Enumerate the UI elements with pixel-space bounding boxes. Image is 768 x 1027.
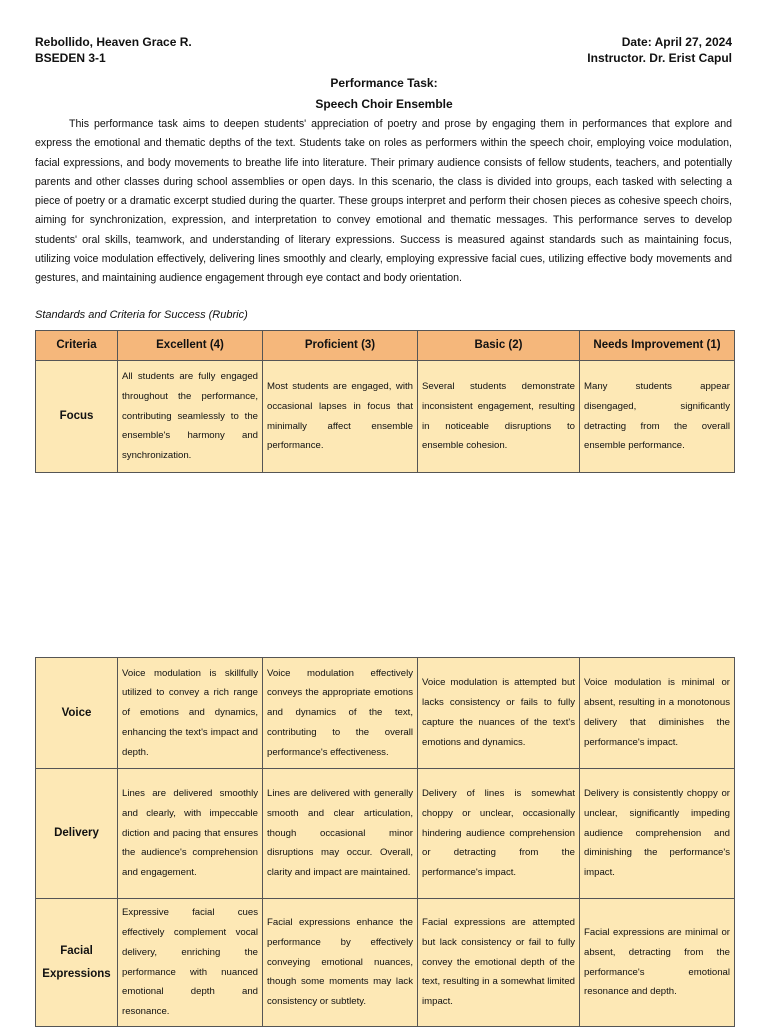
criteria-cell: Focus [36, 361, 118, 473]
proficient-cell: Voice modulation effectively conveys the appropriate emotions and dynamics of the text, contributing to the overall performance's effectiveness. [263, 658, 418, 769]
rubric-row-facial-expressions [36, 899, 735, 1027]
student-section: BSEDEN 3-1 [35, 51, 106, 65]
proficient-cell: Most students are engaged, with occasional lapses in focus that minimally affect ensemble performance. [263, 361, 418, 473]
excellent-cell: Voice modulation is skillfully utilized to convey a rich range of emotions and dynamics, enhancing the text's impact and depth. [118, 658, 263, 769]
criteria-cell: Voice [36, 658, 118, 769]
criteria-cell: Facial Expressions [36, 899, 118, 1027]
basic-cell: Delivery of lines is somewhat choppy or unclear, occasionally hindering audience comprehension or detracting from the performance's impact. [418, 769, 580, 899]
document-titles [0, 73, 768, 115]
header-proficient: Proficient (3) [263, 331, 418, 361]
header-basic: Basic (2) [418, 331, 580, 361]
needs-improvement-cell: Facial expressions are minimal or absent, detracting from the performance's emotional resonance and depth. [580, 899, 735, 1027]
document-header [35, 34, 732, 66]
excellent-cell: Expressive facial cues effectively complement vocal delivery, enriching the performance with nuanced emotional depth and resonance. [118, 899, 263, 1027]
student-info [35, 34, 192, 66]
needs-improvement-cell: Delivery is consistently choppy or unclear, significantly impeding audience comprehension and diminishing the performance's impact. [580, 769, 735, 899]
needs-improvement-cell: Many students appear disengaged, significantly detracting from the overall ensemble performance. [580, 361, 735, 473]
instructor-name: Instructor. Dr. Erist Capul [587, 51, 732, 65]
rubric-row-focus [36, 361, 735, 473]
rubric-header-row [36, 331, 735, 361]
page-title: Performance Task: [330, 76, 438, 90]
header-excellent: Excellent (4) [118, 331, 263, 361]
proficient-cell: Facial expressions enhance the performance by effectively conveying emotional nuances, though some moments may lack consistency or subtlety. [263, 899, 418, 1027]
basic-cell: Voice modulation is attempted but lacks consistency or fails to fully capture the nuances of the text's emotions and dynamics. [418, 658, 580, 769]
basic-cell: Facial expressions are attempted but lack consistency or fail to fully convey the emotional depth of the text, resulting in a somewhat limited impact. [418, 899, 580, 1027]
rubric-table-continued [35, 657, 735, 1027]
page-subtitle: Speech Choir Ensemble [315, 97, 453, 111]
rubric-caption: Standards and Criteria for Success (Rubric) [35, 309, 248, 321]
basic-cell: Several students demonstrate inconsistent engagement, resulting in noticeable disruptions to ensemble cohesion. [418, 361, 580, 473]
rubric-row-delivery [36, 769, 735, 899]
student-name: Rebollido, Heaven Grace R. [35, 35, 192, 49]
document-date: Date: April 27, 2024 [621, 35, 732, 49]
excellent-cell: Lines are delivered smoothly and clearly, with impeccable diction and pacing that ensures the audience's comprehension and engagement. [118, 769, 263, 899]
rubric-row-voice [36, 658, 735, 769]
course-info [587, 34, 732, 66]
proficient-cell: Lines are delivered with generally smooth and clear articulation, though occasional minor disruptions may occur. Overall, clarity and impact are maintained. [263, 769, 418, 899]
excellent-cell: All students are fully engaged throughout the performance, contributing seamlessly to the ensemble's harmony and synchronization. [118, 361, 263, 473]
rubric-table [35, 330, 735, 473]
needs-improvement-cell: Voice modulation is minimal or absent, resulting in a monotonous delivery that diminishes the performance's impact. [580, 658, 735, 769]
intro-paragraph: This performance task aims to deepen students' appreciation of poetry and prose by engaging them in performances that explore and express the emotional and thematic depths of the text. Students take on roles as performers within the speech choir, employing voice modulation, facial expressions, and body movements to breathe life into literature. Their primary audience consists of fellow students, teachers, and potentially parents and other classes during school assemblies or open days. In this scenario, the class is divided into groups, each tasked with selecting a piece of poetry or a dramatic excerpt studied during the quarter. These groups interpret and perform their chosen pieces as cohesive speech choirs, aiming for synchronization, expression, and interpretation to convey emotional and thematic messages. This performance serves to develop students' oral skills, teamwork, and understanding of literary expressions. Success is measured against standards such as maintaining focus, utilizing voice modulation effectively, delivering lines smoothly and clearly, employing expressive facial cues, utilizing effective body movements and gestures, and maintaining audience engagement through eye contact and body orientation. [35, 118, 732, 285]
header-needs-improvement: Needs Improvement (1) [580, 331, 735, 361]
criteria-cell: Delivery [36, 769, 118, 899]
header-criteria: Criteria [36, 331, 118, 361]
